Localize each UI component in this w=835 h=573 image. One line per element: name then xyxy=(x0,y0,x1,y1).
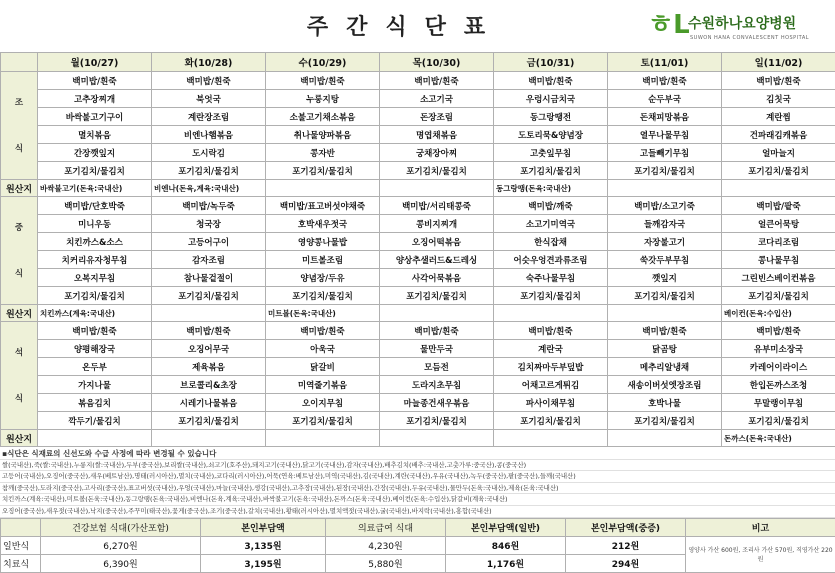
menu-item: 무말랭이무침 xyxy=(722,394,835,412)
menu-item: 멸치볶음 xyxy=(38,126,152,144)
menu-item: 포기김치/물김치 xyxy=(152,287,266,305)
menu-item: 도시락김 xyxy=(152,144,266,162)
menu-item: 포기김치/물김치 xyxy=(266,162,380,180)
menu-item: 백미밥/흰죽 xyxy=(722,72,835,90)
menu-item: 어채고르게튀김 xyxy=(494,376,608,394)
meal-cost-table xyxy=(0,518,835,573)
menu-item: 오징어떡볶음 xyxy=(380,233,494,251)
menu-item: 그린빈스베이컨볶음 xyxy=(722,269,835,287)
menu-row xyxy=(1,215,835,233)
menu-item: 우렁시금치국 xyxy=(494,90,608,108)
menu-item: 한식잡채 xyxy=(494,233,608,251)
menu-item: 유부미소장국 xyxy=(722,340,835,358)
menu-item: 닭곰탕 xyxy=(608,340,722,358)
menu-item: 청국장 xyxy=(152,215,266,233)
menu-item: 모듬전 xyxy=(380,358,494,376)
menu-item: 고추장찌개 xyxy=(38,90,152,108)
menu-item: 열무나물무침 xyxy=(608,126,722,144)
menu-item: 백미밥/흰죽 xyxy=(608,322,722,340)
menu-item: 포기김치/물김치 xyxy=(722,412,835,430)
origin-label: 원산지 xyxy=(1,305,38,322)
menu-row xyxy=(1,72,835,90)
menu-item: 바싹불고기구이 xyxy=(38,108,152,126)
origin-cell xyxy=(494,305,608,322)
menu-item: 콩비지찌개 xyxy=(380,215,494,233)
cost-row-label: 치료식 xyxy=(1,555,41,573)
cost-value: 5,880원 xyxy=(326,555,446,573)
menu-item: 포기김치/물김치 xyxy=(722,162,835,180)
origin-cell xyxy=(380,180,494,197)
menu-item: 닭갈비 xyxy=(266,358,380,376)
origin-cell: 베이컨(돈육:수입산) xyxy=(722,305,835,322)
menu-item: 포기김치/물김치 xyxy=(380,412,494,430)
menu-item: 포기김치/물김치 xyxy=(38,287,152,305)
menu-item: 카레어이라이스 xyxy=(722,358,835,376)
weekly-menu-table xyxy=(0,52,835,447)
menu-item: 콩자반 xyxy=(266,144,380,162)
menu-item: 오징어무국 xyxy=(152,340,266,358)
note-line: 고등어(국내산),오징어(중국산),새우(베트남산),명태(러시아산),멸치(국내산),코다리(러시아산),어묵(연육:베트남산),미역(국내산),김(국내산),계란(국내산),우유(국내산),녹두(중국산),팥(중국산),들깨(국내산) xyxy=(0,471,835,483)
origin-cell xyxy=(608,305,722,322)
note-line: 참깨(중국산),도라지(중국산),고사리(중국산),표고버섯(국내산),우엉(국내산),마늘(국내산),생강(국내산),고추장(국내산),된장(국내산),간장(국내산),두유(국내산),물만두(돈육:국내산),제육(돈육:국내산) xyxy=(0,483,835,495)
origin-notes xyxy=(0,448,835,518)
menu-item: 순두부국 xyxy=(608,90,722,108)
day-header: 일(11/02) xyxy=(722,53,835,72)
day-header-row xyxy=(1,53,835,72)
day-header: 목(10/30) xyxy=(380,53,494,72)
hospital-logo xyxy=(648,10,834,48)
note-line: ▪식단은 식재료의 신선도와 수급 사정에 따라 변경될 수 있습니다 xyxy=(0,448,835,460)
menu-row xyxy=(1,340,835,358)
menu-item: 오이지무침 xyxy=(266,394,380,412)
menu-item: 백미밥/서리태콩죽 xyxy=(380,197,494,215)
page-title: 주간식단표 xyxy=(306,15,504,40)
logo-name: 수원하나요양병원 xyxy=(688,16,797,32)
note-line: 오징어(중국산),새우젓(국내산),낙지(중국산),주꾸미(태국산),꽃게(중국산),조기(중국산),갈치(국내산),황태(러시아산),멸치액젓(국내산),굴(국내산),바지락(국내산),홍합(국내산) xyxy=(0,506,835,518)
origin-row xyxy=(1,180,835,197)
menu-item: 백미밥/소고기죽 xyxy=(608,197,722,215)
origin-cell xyxy=(152,305,266,322)
cost-value: 6,390원 xyxy=(41,555,201,573)
menu-item: 제육볶음 xyxy=(152,358,266,376)
menu-row xyxy=(1,394,835,412)
menu-item: 미니우동 xyxy=(38,215,152,233)
menu-item: 백미밥/흰죽 xyxy=(722,322,835,340)
menu-item: 물만두국 xyxy=(380,340,494,358)
menu-item: 미트볼조림 xyxy=(266,251,380,269)
meal-label-dinner: 석 식 xyxy=(1,322,38,430)
cost-header: 의료급여 식대 xyxy=(326,519,446,537)
menu-item: 감자조림 xyxy=(152,251,266,269)
menu-item: 백미밥/흰죽 xyxy=(380,72,494,90)
menu-item: 포기김치/물김치 xyxy=(722,287,835,305)
menu-body xyxy=(1,72,835,447)
menu-row xyxy=(1,197,835,215)
origin-cell xyxy=(266,180,380,197)
menu-item: 한입돈까스조청 xyxy=(722,376,835,394)
menu-item: 포기김치/물김치 xyxy=(608,412,722,430)
menu-item: 포기김치/물김치 xyxy=(380,287,494,305)
menu-item: 건파래김캐볶음 xyxy=(722,126,835,144)
logo-mark-icon: ㅎL xyxy=(648,10,690,40)
menu-item: 시레기나물볶음 xyxy=(152,394,266,412)
origin-cell xyxy=(608,430,722,447)
day-header: 화(10/28) xyxy=(152,53,266,72)
menu-item: 간장깻잎지 xyxy=(38,144,152,162)
origin-cell: 바싹불고기(돈육:국내산) xyxy=(38,180,152,197)
menu-item: 포기김치/물김치 xyxy=(380,162,494,180)
menu-row xyxy=(1,251,835,269)
cost-header: 건강보험 식대(가산포함) xyxy=(41,519,201,537)
meal-label-breakfast: 조 식 xyxy=(1,72,38,180)
menu-row xyxy=(1,162,835,180)
menu-item: 소고기미역국 xyxy=(494,215,608,233)
menu-row xyxy=(1,269,835,287)
day-header: 수(10/29) xyxy=(266,53,380,72)
cost-value: 4,230원 xyxy=(326,537,446,555)
menu-item: 온두부 xyxy=(38,358,152,376)
menu-row xyxy=(1,376,835,394)
menu-row xyxy=(1,144,835,162)
menu-item: 백미밥/팥죽 xyxy=(722,197,835,215)
cost-header: 본인부담액(중증) xyxy=(566,519,686,537)
cost-value: 846원 xyxy=(446,537,566,555)
menu-item: 고춧잎무침 xyxy=(494,144,608,162)
menu-item: 포기김치/물김치 xyxy=(494,412,608,430)
menu-item: 백미밥/흰죽 xyxy=(266,322,380,340)
menu-item: 영양콩나물밥 xyxy=(266,233,380,251)
menu-row xyxy=(1,233,835,251)
menu-item: 도라지초무침 xyxy=(380,376,494,394)
menu-item: 백미밥/표고버섯야채죽 xyxy=(266,197,380,215)
note-line: 쌀(국내산),죽(쌀:국내산),누룽지(쌀:국내산),두부(중국산),보리쌀(국내산),쇠고기(호주산),돼지고기(국내산),닭고기(국내산),감자(국내산),배추김치(배추:국내산,고춧가루:중국산),콩(중국산) xyxy=(0,460,835,472)
origin-cell xyxy=(494,430,608,447)
menu-item: 포기김치/물김치 xyxy=(494,162,608,180)
menu-item: 고등어구이 xyxy=(152,233,266,251)
menu-item: 양평해장국 xyxy=(38,340,152,358)
menu-item: 새송이버섯엣장조림 xyxy=(608,376,722,394)
day-header: 토(11/01) xyxy=(608,53,722,72)
menu-item: 백미밥/흰죽 xyxy=(494,322,608,340)
menu-item: 호박새우젓국 xyxy=(266,215,380,233)
menu-item: 동그랑땡전 xyxy=(494,108,608,126)
menu-item: 백미밥/흰죽 xyxy=(608,72,722,90)
origin-cell: 비엔나(돈육,계육:국내산) xyxy=(152,180,266,197)
menu-item: 참나물겉절이 xyxy=(152,269,266,287)
corner-cell xyxy=(1,53,38,72)
cost-header: 비고 xyxy=(686,519,835,537)
menu-item: 숙주나물무침 xyxy=(494,269,608,287)
menu-item: 호박나물 xyxy=(608,394,722,412)
menu-item: 메추리알냉채 xyxy=(608,358,722,376)
origin-cell xyxy=(38,430,152,447)
origin-label: 원산지 xyxy=(1,430,38,447)
origin-cell: 치킨까스(계육:국내산) xyxy=(38,305,152,322)
menu-item: 명엽채볶음 xyxy=(380,126,494,144)
menu-row xyxy=(1,108,835,126)
menu-item: 치커리유자청무침 xyxy=(38,251,152,269)
menu-item: 김치짜마두부덮밥 xyxy=(494,358,608,376)
menu-item: 궁채장아찌 xyxy=(380,144,494,162)
menu-item: 브로콜리&초장 xyxy=(152,376,266,394)
menu-item: 오복지무침 xyxy=(38,269,152,287)
menu-item: 계란국 xyxy=(494,340,608,358)
cost-remark: 영양사 가산 600원, 조리사 가산 570원, 직영가산 220원 xyxy=(686,537,835,573)
cost-header: 본인부담액 xyxy=(201,519,326,537)
origin-cell xyxy=(380,305,494,322)
menu-item: 양념장/두유 xyxy=(266,269,380,287)
origin-cell: 동그랑땡(돈육:국내산) xyxy=(494,180,608,197)
menu-row xyxy=(1,90,835,108)
menu-item: 계란장조림 xyxy=(152,108,266,126)
cost-row-general xyxy=(1,537,835,555)
menu-item: 어슷우엉견과류조림 xyxy=(494,251,608,269)
menu-item: 깍두기/물김치 xyxy=(38,412,152,430)
menu-item: 취나물양파볶음 xyxy=(266,126,380,144)
menu-item: 포기김치/물김치 xyxy=(608,287,722,305)
origin-cell xyxy=(722,180,835,197)
menu-item: 들깨감자국 xyxy=(608,215,722,233)
menu-item: 김칫국 xyxy=(722,90,835,108)
menu-item: 포기김치/물김치 xyxy=(266,412,380,430)
cost-value: 3,195원 xyxy=(201,555,326,573)
origin-cell xyxy=(152,430,266,447)
menu-row xyxy=(1,126,835,144)
cost-value: 6,270원 xyxy=(41,537,201,555)
menu-item: 포기김치/물김치 xyxy=(38,162,152,180)
cost-row-label: 일반식 xyxy=(1,537,41,555)
menu-item: 고들빼기무침 xyxy=(608,144,722,162)
menu-item: 백미밥/흰죽 xyxy=(38,72,152,90)
menu-row xyxy=(1,412,835,430)
menu-item: 포기김치/물김치 xyxy=(152,412,266,430)
menu-item: 백미밥/녹두죽 xyxy=(152,197,266,215)
origin-label: 원산지 xyxy=(1,180,38,197)
page-header xyxy=(0,0,835,52)
menu-item: 코다리조림 xyxy=(722,233,835,251)
menu-row xyxy=(1,358,835,376)
cost-value: 212원 xyxy=(566,537,686,555)
origin-cell: 미트볼(돈육:국내산) xyxy=(266,305,380,322)
menu-item: 백미밥/흰죽 xyxy=(494,72,608,90)
cost-header: 본인부담액(일반) xyxy=(446,519,566,537)
menu-row xyxy=(1,287,835,305)
origin-cell xyxy=(608,180,722,197)
day-header: 월(10/27) xyxy=(38,53,152,72)
cost-value: 3,135원 xyxy=(201,537,326,555)
menu-item: 백미밥/흰죽 xyxy=(152,322,266,340)
menu-item: 돈장조림 xyxy=(380,108,494,126)
menu-item: 치킨까스&소스 xyxy=(38,233,152,251)
menu-item: 아욱국 xyxy=(266,340,380,358)
cost-value: 294원 xyxy=(566,555,686,573)
menu-item: 볶음김치 xyxy=(38,394,152,412)
menu-item: 양상추샐러드&드레싱 xyxy=(380,251,494,269)
day-header: 금(10/31) xyxy=(494,53,608,72)
menu-item: 사각어묵볶음 xyxy=(380,269,494,287)
menu-item: 소불고기채소볶음 xyxy=(266,108,380,126)
menu-item: 포기김치/물김치 xyxy=(608,162,722,180)
origin-cell: 돈까스(돈육:국내산) xyxy=(722,430,835,447)
menu-item: 비엔나햄볶음 xyxy=(152,126,266,144)
cost-corner xyxy=(1,519,41,537)
cost-value: 1,176원 xyxy=(446,555,566,573)
logo-subtitle: SUWON HANA CONVALESCENT HOSPITAL xyxy=(690,35,810,41)
menu-item: 마늘종건새우볶음 xyxy=(380,394,494,412)
origin-row xyxy=(1,305,835,322)
menu-item: 도토리묵&양념장 xyxy=(494,126,608,144)
origin-row xyxy=(1,430,835,447)
menu-item: 돈채피망볶음 xyxy=(608,108,722,126)
menu-item: 얼마늘지 xyxy=(722,144,835,162)
menu-item: 백미밥/흰죽 xyxy=(380,322,494,340)
menu-item: 콩나물무침 xyxy=(722,251,835,269)
menu-item: 북엇국 xyxy=(152,90,266,108)
cost-header-row xyxy=(1,519,835,537)
origin-cell xyxy=(380,430,494,447)
menu-item: 미역줄기볶음 xyxy=(266,376,380,394)
menu-item: 백미밥/깨죽 xyxy=(494,197,608,215)
menu-item: 계란찜 xyxy=(722,108,835,126)
meal-label-lunch: 중 식 xyxy=(1,197,38,305)
menu-item: 포기김치/물김치 xyxy=(152,162,266,180)
menu-item: 파사이채무침 xyxy=(494,394,608,412)
note-line: 치킨까스(계육:국내산),미트볼(돈육:국내산),동그랑땡(돈육:국내산),비엔나(돈육,계육:국내산),바싹불고기(돈육:국내산),돈까스(돈육:국내산),베이컨(돈육:수입산),닭갈비(계육:국내산) xyxy=(0,494,835,506)
menu-item: 쑥갓두부무침 xyxy=(608,251,722,269)
menu-item: 얼큰어묵탕 xyxy=(722,215,835,233)
menu-item: 백미밥/흰죽 xyxy=(266,72,380,90)
menu-row xyxy=(1,322,835,340)
menu-item: 포기김치/물김치 xyxy=(266,287,380,305)
menu-item: 자장불고기 xyxy=(608,233,722,251)
menu-item: 깻잎지 xyxy=(608,269,722,287)
menu-item: 백미밥/흰죽 xyxy=(152,72,266,90)
menu-item: 백미밥/흰죽 xyxy=(38,322,152,340)
menu-item: 백미밥/단호박죽 xyxy=(38,197,152,215)
menu-item: 소고기국 xyxy=(380,90,494,108)
origin-cell xyxy=(266,430,380,447)
menu-item: 가지나물 xyxy=(38,376,152,394)
menu-item: 포기김치/물김치 xyxy=(494,287,608,305)
menu-item: 누룽지탕 xyxy=(266,90,380,108)
